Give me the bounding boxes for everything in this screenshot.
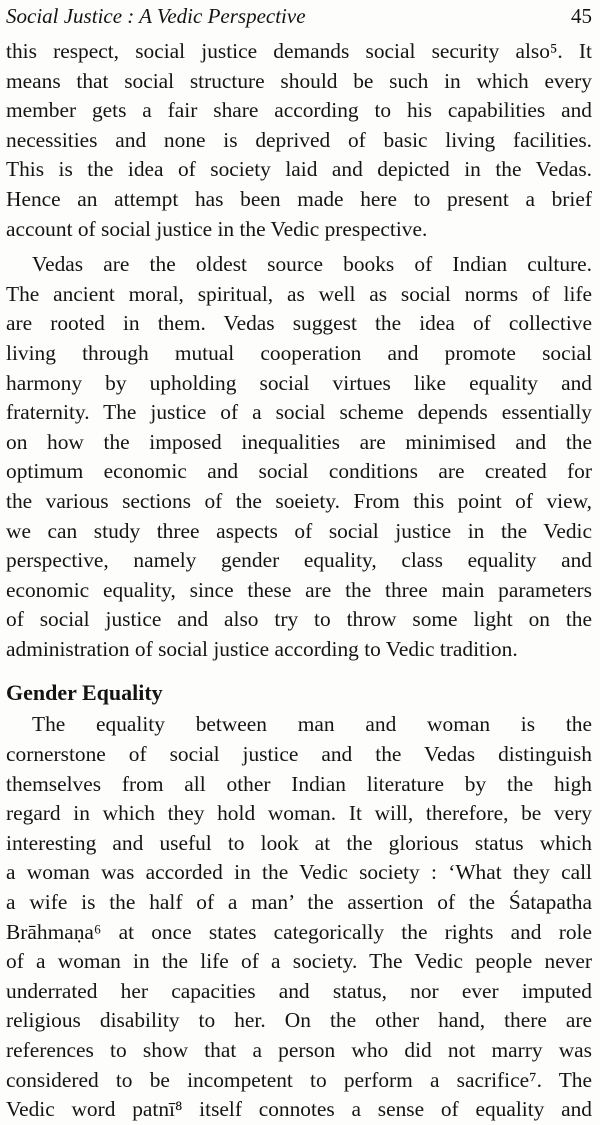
text-line: fraternity. The justice of a social scheme depends essentially bbox=[6, 400, 592, 425]
text-line: The ancient moral, spiritual, as well as social norms of life bbox=[6, 281, 592, 306]
text-line: of a woman in the life of a society. The Vedic people never bbox=[6, 949, 592, 974]
page-header bbox=[6, 2, 592, 30]
text-line: account of social justice in the Vedic prespective. bbox=[6, 216, 428, 241]
body-text bbox=[6, 37, 592, 1125]
text-line: administration of social justice according to Vedic tradition. bbox=[6, 636, 518, 661]
text-line: references to show that a person who did not marry was bbox=[6, 1038, 592, 1062]
running-head: Social Justice : A Vedic Perspective bbox=[6, 4, 306, 28]
paragraph-3 bbox=[6, 710, 592, 1124]
text-line: living through mutual cooperation and promote social bbox=[6, 340, 592, 365]
text-line: regard in which they hold woman. It will, therefore, be very bbox=[6, 801, 592, 826]
text-line: necessities and none is deprived of basic living facilities. bbox=[6, 127, 592, 152]
text-line: a wife is the half of a man’ the assertion of the Śatapatha bbox=[6, 890, 592, 915]
text-line: are rooted in them. Vedas suggest the idea of collective bbox=[6, 311, 592, 336]
text-line: considered to be incompetent to perform a sacrifice⁷. The bbox=[6, 1067, 592, 1092]
text-line: this respect, social justice demands social security also⁵. It bbox=[6, 39, 592, 63]
text-line: cornerstone of social justice and the Vedas distinguish bbox=[6, 742, 592, 767]
text-line: Hence an attempt has been made here to present a brief bbox=[6, 186, 592, 211]
page-number: 45 bbox=[571, 4, 592, 28]
paragraph-1 bbox=[6, 37, 592, 244]
text-line: optimum economic and social conditions are created for bbox=[6, 459, 592, 484]
text-line: Vedas are the oldest source books of Indian culture. bbox=[32, 252, 592, 277]
paragraph-2 bbox=[6, 250, 592, 664]
text-line: on how the imposed inequalities are minimised and the bbox=[6, 429, 592, 454]
text-line: Vedic word patnī⁸ itself connotes a sense of equality and bbox=[6, 1097, 592, 1122]
text-line: themselves from all other Indian literature by the high bbox=[6, 771, 592, 796]
text-line: underrated her capacities and status, nor ever imputed bbox=[6, 978, 592, 1003]
text-line: harmony by upholding social virtues like equality and bbox=[6, 370, 592, 395]
text-line: member gets a fair share according to his capabilities and bbox=[6, 98, 592, 123]
text-line: This is the idea of society laid and depicted in the Vedas. bbox=[6, 157, 592, 182]
text-line: means that social structure should be such in which every bbox=[6, 68, 592, 93]
text-line: the various sections of the soeiety. From this point of view, bbox=[6, 488, 592, 513]
text-line: economic equality, since these are the three main parameters bbox=[6, 577, 592, 602]
text-line: religious disability to her. On the other hand, there are bbox=[6, 1008, 592, 1033]
text-line: perspective, namely gender equality, class equality and bbox=[6, 548, 592, 573]
text-line: we can study three aspects of social justice in the Vedic bbox=[6, 518, 592, 543]
section-heading: Gender Equality bbox=[6, 680, 163, 706]
text-line: a woman was accorded in the Vedic society : ‘What they call bbox=[6, 860, 592, 885]
text-line: of social justice and also try to throw some light on the bbox=[6, 607, 592, 632]
text-line: Brāhmaṇa⁶ at once states categorically the rights and role bbox=[6, 919, 592, 944]
text-line: The equality between man and woman is the bbox=[32, 712, 592, 737]
text-line: interesting and useful to look at the glorious status which bbox=[6, 830, 592, 855]
